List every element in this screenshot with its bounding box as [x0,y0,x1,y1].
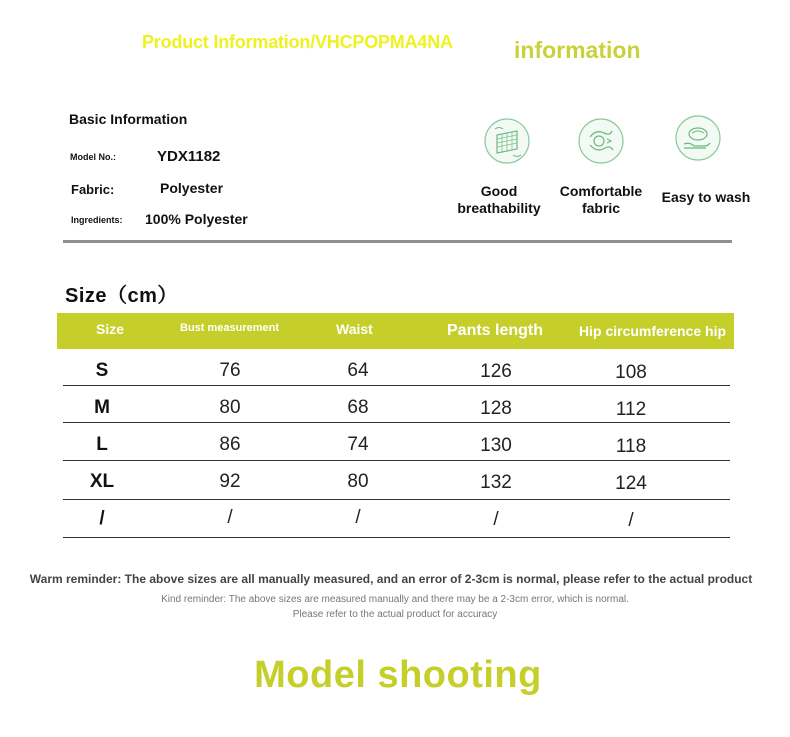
size-chart-title: Size（cm） [65,285,178,307]
table-cell-hip: 108 [615,362,647,383]
hand-wash-icon [674,114,722,167]
table-cell-bust: 92 [219,471,241,492]
table-cell-waist: 64 [347,360,369,381]
comfort-fabric-icon [577,117,625,170]
table-row-divider [63,422,730,423]
kind-reminder-line2: Please refer to the actual product for accuracy [292,609,498,620]
table-cell-waist: 74 [347,434,369,455]
header-size: Size [96,321,125,337]
table-cell-waist: / [355,507,361,528]
table-cell-pants: 132 [480,472,512,493]
feature-comfortable-line2: fabric [581,200,621,216]
section-divider [63,240,732,243]
table-cell-size: S [95,360,109,381]
breathable-fabric-icon [483,117,531,170]
table-cell-pants: 126 [480,361,512,382]
information-heading: information [514,37,641,63]
table-cell-waist: 80 [347,471,369,492]
header-bust: Bust measurement [180,322,280,334]
table-cell-bust: 80 [219,397,241,418]
header-hip: Hip circumference hip [579,323,727,339]
feature-comfortable-line1: Comfortable [559,183,643,199]
table-cell-pants: / [493,509,499,530]
table-cell-size: M [94,397,110,418]
model-number-value: YDX1182 [157,148,221,165]
model-shooting-heading: Model shooting [254,654,542,696]
table-row-divider [63,537,730,538]
table-cell-bust: 86 [219,434,241,455]
table-cell-hip: 124 [615,473,647,494]
table-row-divider [63,499,730,500]
table-cell-bust: / [227,507,233,528]
warm-reminder-text: Warm reminder: The above sizes are all manually measured, and an error of 2-3cm is normal, please refer to the actual product [29,572,753,586]
product-information-title: Product Information/VHCPOPMA4NA [142,32,453,52]
header-pants-length: Pants length [447,322,544,339]
ingredients-value: 100% Polyester [145,211,248,227]
table-cell-size: / [99,508,105,529]
ingredients-label: Ingredients: [71,215,123,225]
table-cell-bust: 76 [219,360,241,381]
feature-breathability-line2: breathability [457,200,541,216]
table-cell-pants: 130 [480,435,512,456]
table-cell-size: L [96,434,108,455]
table-row-divider [63,460,730,461]
table-cell-waist: 68 [347,397,369,418]
table-cell-pants: 128 [480,398,512,419]
feature-breathability-line1: Good [480,183,518,199]
table-cell-hip: / [628,510,634,531]
feature-comfortable [546,183,656,217]
basic-information-title: Basic Information [69,111,188,127]
feature-breathability [444,183,554,217]
feature-easy-wash-line1: Easy to wash [661,189,751,205]
header-waist: Waist [336,321,373,337]
fabric-value: Polyester [160,180,224,196]
fabric-label: Fabric: [71,182,115,197]
table-row-divider [63,385,730,386]
feature-easy-wash [651,189,761,206]
table-cell-size: XL [89,471,115,492]
table-cell-hip: 112 [615,399,647,420]
model-number-label: Model No.: [70,152,116,162]
kind-reminder-line1: Kind reminder: The above sizes are measured manually and there may be a 2-3cm error, which is normal. [161,594,629,605]
table-cell-hip: 118 [615,436,647,457]
